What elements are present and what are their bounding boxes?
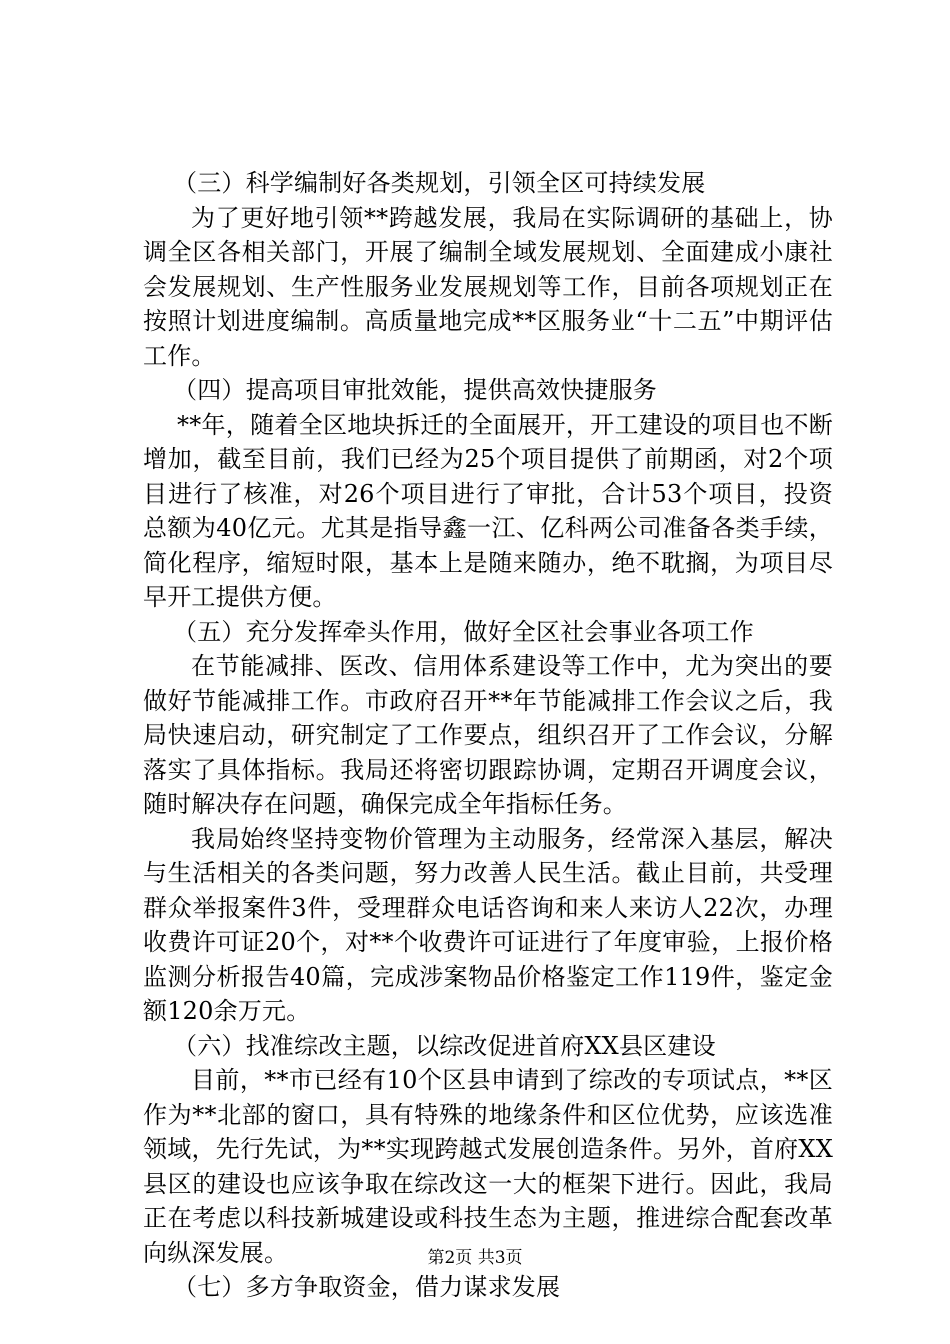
paragraph-project-approval: **年，随着全区地块拆迁的全面展开，开工建设的项目也不断增加，截至目前，我们已经为25个项目提供了前期函，对2个项目进行了核准，对26个项目进行了审批，合计53个项目，投资总额为40亿元。尤其是指导鑫一江、亿科两公司准备各类手续，简化程序，缩短时限，基本上是随来随办，绝不耽搁，为项目尽早开工提供方便。 — [143, 410, 833, 611]
page-footer: 第2页 共3页 — [427, 1248, 523, 1268]
paragraph-reform: 目前，**市已经有10个区县申请到了综改的专项试点，**区作为**北部的窗口，具有特殊的地缘条件和区位优势，应该选准领域，先行先试，为**实现跨越式发展创造条件。另外，首府XX县区的建设也应该争取在综改这一大的框架下进行。因此，我局正在考虑以科技新城建设或科技生态为主题，推进综合配套改革向纵深发展。 — [143, 1066, 833, 1267]
section-heading-6: （六）找准综改主题，以综改促进首府XX县区建设 — [173, 1031, 716, 1060]
section-heading-3: （三）科学编制好各类规划，引领全区可持续发展 — [173, 169, 706, 197]
section-heading-5: （五）充分发挥牵头作用，做好全区社会事业各项工作 — [173, 617, 754, 646]
paragraph-planning: 为了更好地引领**跨越发展，我局在实际调研的基础上，协调全区各相关部门，开展了编制全域发展规划、全面建成小康社会发展规划、生产性服务业发展规划等工作，目前各项规划正在按照计划进度编制。高质量地完成**区服务业“十二五”中期评估工作。 — [143, 203, 833, 370]
document-body — [143, 166, 833, 1305]
paragraph-price-management: 我局始终坚持变物价管理为主动服务，经常深入基层，解决与生活相关的各类问题，努力改善人民生活。截止目前，共受理群众举报案件3件，受理群众电话咨询和来人来访人22次，办理收费许可证20个，对**个收费许可证进行了年度审验，上报价格监测分析报告40篇，完成涉案物品价格鉴定工作119件，鉴定金额120余万元。 — [143, 824, 833, 1025]
section-heading-4: （四）提高项目审批效能，提供高效快捷服务 — [173, 376, 657, 404]
section-heading-7: （七）多方争取资金，借力谋求发展 — [173, 1273, 561, 1301]
paragraph-energy-saving: 在节能减排、医改、信用体系建设等工作中，尤为突出的要做好节能减排工作。市政府召开**年节能减排工作会议之后，我局快速启动，研究制定了工作要点，组织召开了工作会议，分解落实了具体指标。我局还将密切跟踪协调，定期召开调度会议，随时解决存在问题，确保完成全年指标任务。 — [143, 652, 833, 818]
